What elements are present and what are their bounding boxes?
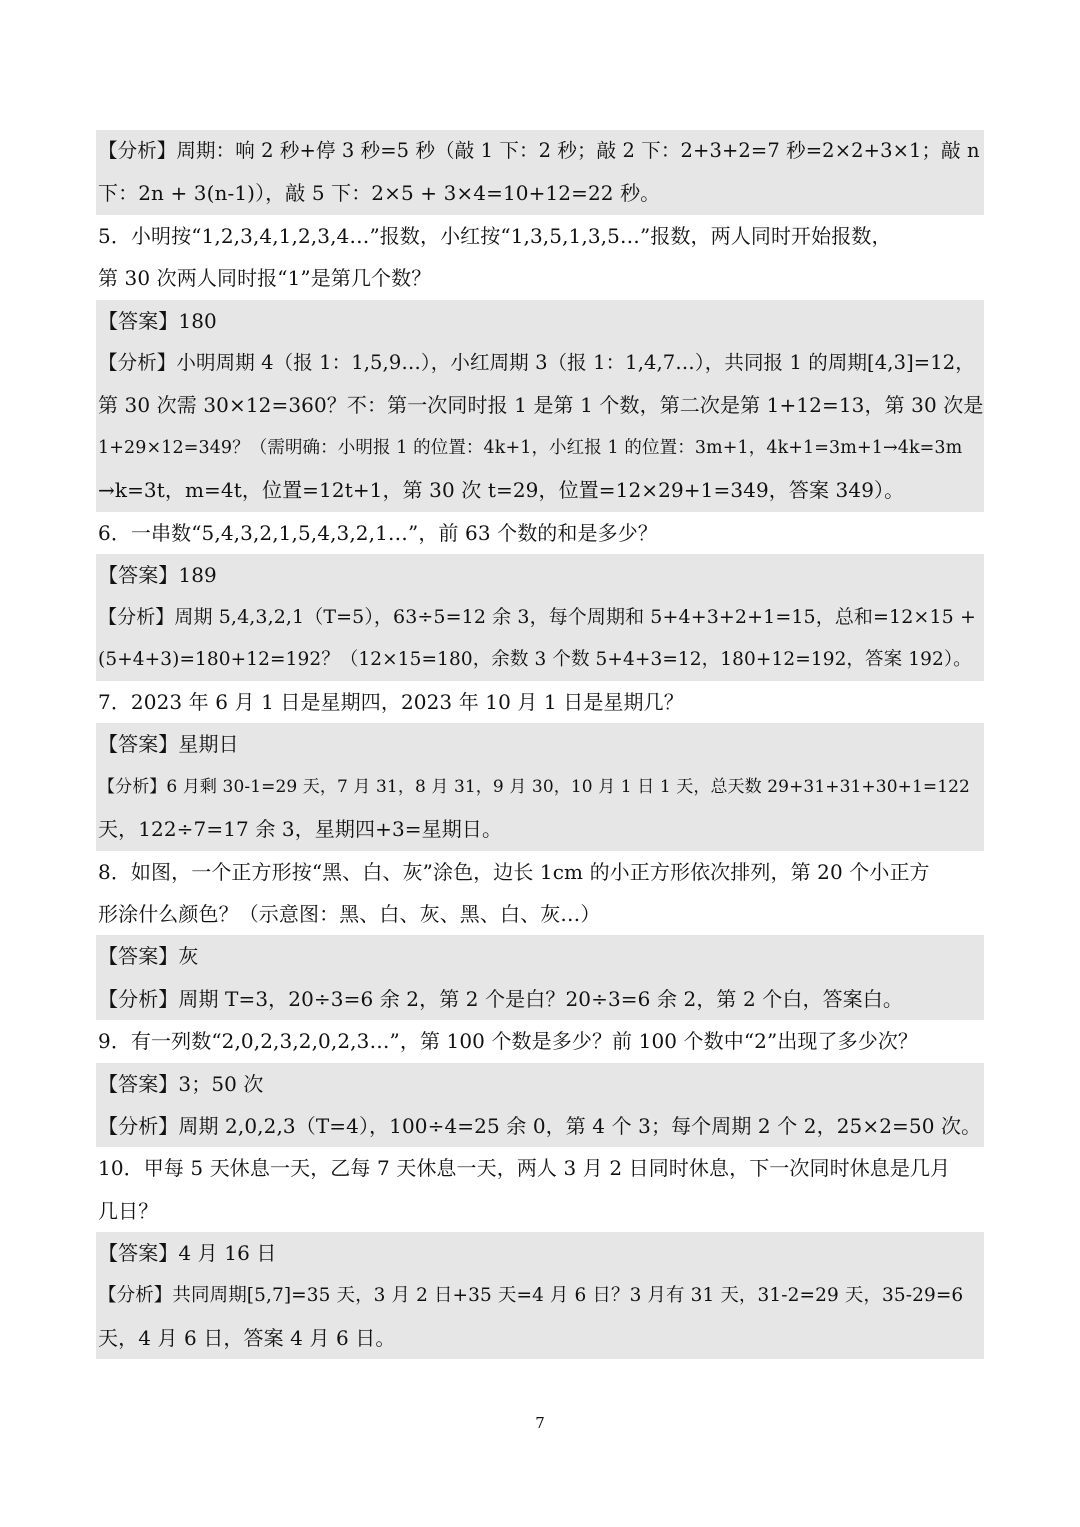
q8-analysis-block [96, 978, 984, 1020]
question-text-line: 形涂什么颜色？（示意图：黑、白、灰、黑、白、灰…） [98, 902, 601, 927]
question-text-line: 6．一串数“5,4,3,2,1,5,4,3,2,1…”，前 63 个数的和是多少？ [98, 520, 658, 545]
question-text-line: 几日？ [98, 1198, 159, 1223]
q7-analysis-block [96, 766, 984, 851]
analysis-text-line: 【分析】周期 T=3，20÷3=6 余 2，第 2 个是白？20÷3=6 余 2，第 2 个白，答案白。 [98, 986, 903, 1011]
document-body [96, 130, 984, 1359]
analysis-text-line: 【分析】6 月剩 30-1=29 天，7 月 31，8 月 31，9 月 30，10 月 1 日 1 天，总天数 29+31+31+30+1=122 [98, 776, 970, 797]
question-text-line: 第 30 次两人同时报“1”是第几个数？ [98, 266, 432, 291]
q9-question-block [96, 1020, 984, 1062]
q5-analysis-block [96, 342, 984, 512]
q6-analysis-block [96, 596, 984, 681]
analysis-text-line: 天，4 月 6 日，答案 4 月 6 日。 [98, 1325, 396, 1350]
q8-answer-block [96, 935, 984, 977]
q6-answer-block [96, 554, 984, 596]
q10-analysis-block [96, 1275, 984, 1360]
analysis-text-line: 第 30 次需 30×12=360？不：第一次同时报 1 是第 1 个数，第二次是第 1+12=13，第 30 次是 [98, 393, 984, 418]
question-text-line: 9．有一列数“2,0,2,3,2,0,2,3…”，第 100 个数是多少？前 100 个数中“2”出现了多少次？ [98, 1029, 919, 1054]
analysis-text-line: 天，122÷7=17 余 3，星期四+3=星期日。 [98, 817, 503, 842]
q10-question-block [96, 1147, 984, 1232]
q5-answer-block [96, 300, 984, 342]
answer-text-line: 【答案】星期日 [98, 732, 239, 757]
analysis-text-line: 1+29×12=349？（需明确：小明报 1 的位置：4k+1，小红报 1 的位置：3m+1，4k+1=3m+1→4k=3m [98, 437, 963, 458]
q9-answer-block [96, 1063, 984, 1105]
analysis-text-line: →k=3t，m=4t，位置=12t+1，第 30 次 t=29，位置=12×29+1=349，答案 349）。 [98, 478, 905, 503]
q8-question-block [96, 851, 984, 936]
analysis-text-line: 【分析】共同周期[5,7]=35 天，3 月 2 日+35 天=4 月 6 日？3 月有 31 天，31-2=29 天，35-29=6 [98, 1284, 964, 1306]
analysis-text-line: 【分析】周期：响 2 秒+停 3 秒=5 秒（敲 1 下：2 秒；敲 2 下：2+3+2=7 秒=2×2+3×1；敲 n [98, 139, 980, 162]
q4-analysis-block [96, 130, 984, 215]
answer-text-line: 【答案】3；50 次 [98, 1071, 264, 1096]
question-text-line: 7．2023 年 6 月 1 日是星期四，2023 年 10 月 1 日是星期几？ [98, 690, 684, 715]
answer-text-line: 【答案】4 月 16 日 [98, 1241, 277, 1266]
analysis-text-line: 【分析】周期 2,0,2,3（T=4），100÷4=25 余 0，第 4 个 3；每个周期 2 个 2，25×2=50 次。 [98, 1113, 982, 1138]
q9-analysis-block [96, 1105, 984, 1147]
q10-answer-block [96, 1232, 984, 1274]
q6-question-block [96, 512, 984, 554]
analysis-text-line: (5+4+3)=180+12=192？（12×15=180，余数 3 个数 5+4+3=12，180+12=192，答案 192）。 [98, 648, 972, 670]
q7-question-block [96, 681, 984, 723]
answer-text-line: 【答案】灰 [98, 944, 199, 969]
question-text-line: 10．甲每 5 天休息一天，乙每 7 天休息一天，两人 3 月 2 日同时休息，下一次同时休息是几月 [98, 1156, 951, 1181]
question-text-line: 8．如图，一个正方形按“黑、白、灰”涂色，边长 1cm 的小正方形依次排列，第 20 个小正方 [98, 859, 930, 884]
analysis-text-line: 【分析】周期 5,4,3,2,1（T=5），63÷5=12 余 3，每个周期和 5+4+3+2+1=15，总和=12×15 + [98, 606, 976, 629]
q5-question-block [96, 215, 984, 300]
q7-answer-block [96, 723, 984, 765]
analysis-text-line: 下：2n + 3(n-1)），敲 5 下：2×5 + 3×4=10+12=22 秒。 [98, 181, 661, 206]
analysis-text-line: 【分析】小明周期 4（报 1：1,5,9…），小红周期 3（报 1：1,4,7…），共同报 1 的周期[4,3]=12， [98, 350, 975, 374]
answer-text-line: 【答案】180 [98, 308, 217, 333]
question-text-line: 5．小明按“1,2,3,4,1,2,3,4…”报数，小红按“1,3,5,1,3,5…”报数，两人同时开始报数， [98, 223, 892, 248]
page-number: 7 [535, 1414, 545, 1432]
answer-text-line: 【答案】189 [98, 562, 217, 587]
